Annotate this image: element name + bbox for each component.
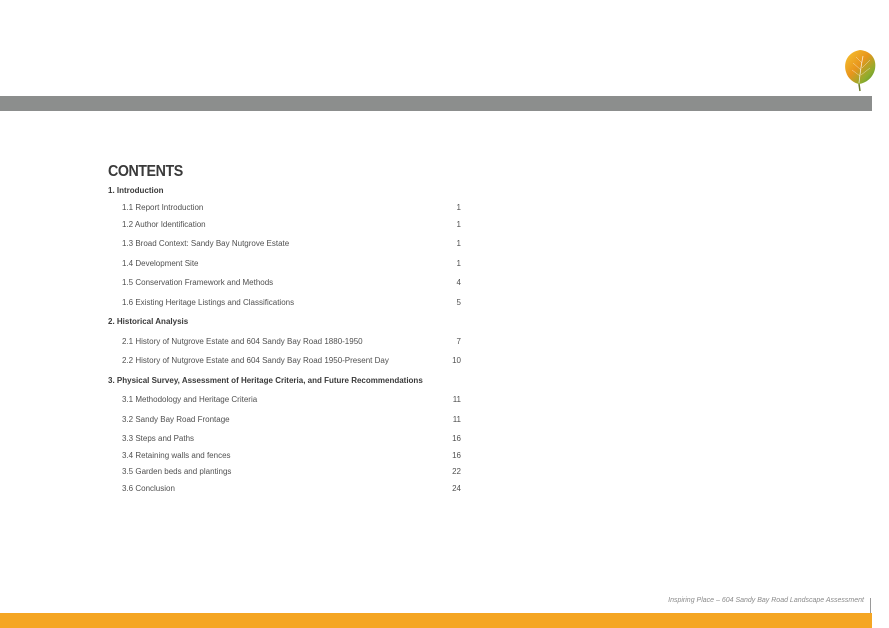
page-title: CONTENTS [108, 163, 183, 180]
toc-item-label: 3.6 Conclusion [122, 484, 175, 493]
toc-item-page: 11 [452, 415, 461, 424]
toc-item-page: 10 [452, 356, 461, 365]
footer-band [0, 613, 872, 628]
toc-section-label: 1. Introduction [108, 186, 164, 195]
toc-item-page: 11 [452, 395, 461, 404]
toc-item-label: 3.4 Retaining walls and fences [122, 451, 231, 460]
toc-item-label: 3.5 Garden beds and plantings [122, 467, 232, 476]
toc-item-page: 4 [456, 278, 461, 287]
toc-item-label: 1.1 Report Introduction [122, 203, 204, 212]
toc-item-label: 2.2 History of Nutgrove Estate and 604 Sandy Bay Road 1950-Present Day [122, 356, 389, 365]
toc-item-page: 16 [452, 434, 461, 443]
toc-item-label: 3.2 Sandy Bay Road Frontage [122, 415, 230, 424]
toc-item-page: 1 [456, 203, 461, 212]
toc-item-page: 1 [456, 239, 461, 248]
toc-item-label: 2.1 History of Nutgrove Estate and 604 Sandy Bay Road 1880-1950 [122, 337, 363, 346]
toc-item-label: 1.4 Development Site [122, 259, 199, 268]
toc-item-label: 1.6 Existing Heritage Listings and Classifications [122, 298, 295, 307]
toc-item-label: 1.2 Author Identification [122, 220, 206, 229]
toc-item-page: 22 [452, 467, 461, 476]
toc-section-label: 3. Physical Survey, Assessment of Heritage Criteria, and Future Recommendations [108, 376, 423, 385]
toc-item-page: 16 [452, 451, 461, 460]
toc-item-page: 24 [452, 484, 461, 493]
toc-item-page: 1 [456, 220, 461, 229]
header-band [0, 96, 872, 111]
toc-item-label: 1.3 Broad Context: Sandy Bay Nutgrove Estate [122, 239, 290, 248]
leaf-logo-icon [840, 46, 880, 92]
toc-item-label: 3.3 Steps and Paths [122, 434, 195, 443]
toc-item-label: 3.1 Methodology and Heritage Criteria [122, 395, 258, 404]
toc-item-page: 1 [456, 259, 461, 268]
toc-section-label: 2. Historical Analysis [108, 317, 189, 326]
toc-item-page: 5 [456, 298, 461, 307]
toc-item-page: 7 [456, 337, 461, 346]
footer-text: Inspiring Place – 604 Sandy Bay Road Landscape Assessment [668, 597, 864, 604]
toc-item-label: 1.5 Conservation Framework and Methods [122, 278, 274, 287]
footer-divider [870, 598, 871, 613]
